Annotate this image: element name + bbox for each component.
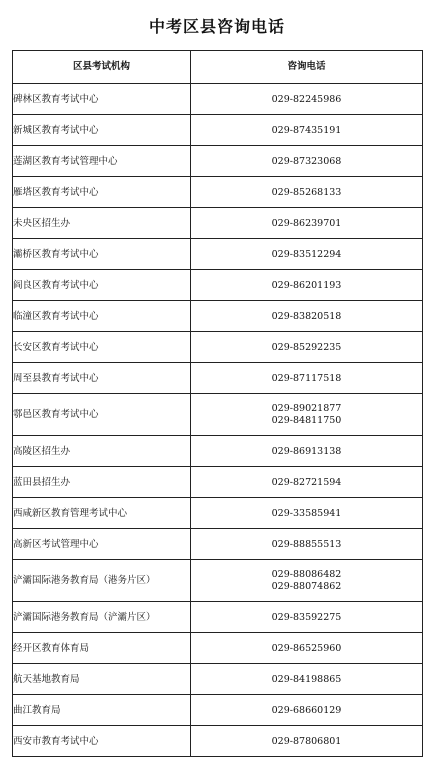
org-cell: 临潼区教育考试中心 [13,301,191,332]
column-header-org-label: 区县考试机构 [72,61,130,72]
phone-number: 029-88086482 [271,569,342,580]
table-row [13,177,423,208]
table-row [13,394,423,436]
table-header-row [13,51,423,84]
org-cell: 灞桥区教育考试中心 [13,239,191,270]
table-row [13,115,423,146]
phone-number: 029-88074862 [271,581,342,592]
org-cell: 高陵区招生办 [13,436,191,467]
org-cell: 未央区招生办 [13,208,191,239]
table-row [13,560,423,602]
phone-cell [191,467,423,498]
phone-cell [191,363,423,394]
phone-cell [191,529,423,560]
table-row [13,363,423,394]
org-cell: 新城区教育考试中心 [13,115,191,146]
phone-number: 029-86201193 [271,279,342,291]
phone-cell [191,239,423,270]
page-title: 中考区县咨询电话 [148,17,285,36]
org-cell: 曲江教育局 [13,695,191,726]
org-cell: 鄠邑区教育考试中心 [13,394,191,436]
phone-cell [191,664,423,695]
phone-number: 029-87323068 [271,155,342,167]
table-row [13,633,423,664]
column-header-phone [191,51,423,84]
phone-cell [191,726,423,757]
phone-cell [191,695,423,726]
table-row [13,498,423,529]
org-cell: 周至县教育考试中心 [13,363,191,394]
phone-cell [191,84,423,115]
phone-cell [191,560,423,602]
org-cell: 浐灞国际港务教育局（港务片区） [13,560,191,602]
table-body [13,84,423,757]
table-row [13,332,423,363]
phone-number: 029-87806801 [271,735,342,747]
phone-number: 029-88855513 [271,538,342,550]
phone-number: 029-86913138 [271,445,342,457]
org-cell: 长安区教育考试中心 [13,332,191,363]
org-cell: 雁塔区教育考试中心 [13,177,191,208]
org-cell: 碑林区教育考试中心 [13,84,191,115]
table-row [13,602,423,633]
table-row [13,529,423,560]
column-header-phone-label: 咨询电话 [287,61,326,72]
phone-number: 029-85292235 [271,341,342,353]
phone-cell [191,602,423,633]
phone-number: 029-68660129 [271,704,342,716]
table-row [13,270,423,301]
phone-number: 029-85268133 [271,186,342,198]
phone-number: 029-84811750 [271,415,342,426]
org-cell: 浐灞国际港务教育局（浐灞片区） [13,602,191,633]
phone-cell [191,208,423,239]
phone-number: 029-89021877 [271,403,342,414]
phone-cell [191,146,423,177]
phone-number: 029-87117518 [271,372,342,384]
phone-number: 029-83592275 [271,611,342,623]
table-row [13,664,423,695]
org-cell: 航天基地教育局 [13,664,191,695]
table-row [13,695,423,726]
phone-cell [191,498,423,529]
table-row [13,208,423,239]
phone-number: 029-86239701 [271,217,342,229]
phone-cell [191,177,423,208]
phone-cell [191,436,423,467]
column-header-org [13,51,191,84]
table-row [13,467,423,498]
table-row [13,84,423,115]
phone-number: 029-82721594 [271,476,342,488]
phone-number: 029-86525960 [271,642,342,654]
table-row [13,726,423,757]
phone-cell [191,332,423,363]
phone-number: 029-82245986 [271,93,342,105]
table-row [13,146,423,177]
org-cell: 西安市教育考试中心 [13,726,191,757]
contact-table [12,50,423,757]
phone-number: 029-87435191 [271,124,342,136]
table-row [13,436,423,467]
phone-cell [191,301,423,332]
phone-cell [191,633,423,664]
phone-number: 029-33585941 [271,507,342,519]
phone-cell [191,270,423,301]
org-cell: 高新区考试管理中心 [13,529,191,560]
phone-number: 029-84198865 [271,673,342,685]
phone-cell [191,115,423,146]
org-cell: 西咸新区教育管理考试中心 [13,498,191,529]
table-row [13,239,423,270]
phone-number: 029-83820518 [271,310,342,322]
table-row [13,301,423,332]
org-cell: 经开区教育体育局 [13,633,191,664]
phone-cell [191,394,423,436]
phone-number: 029-83512294 [271,248,342,260]
org-cell: 蓝田县招生办 [13,467,191,498]
org-cell: 莲湖区教育考试管理中心 [13,146,191,177]
org-cell: 阎良区教育考试中心 [13,270,191,301]
